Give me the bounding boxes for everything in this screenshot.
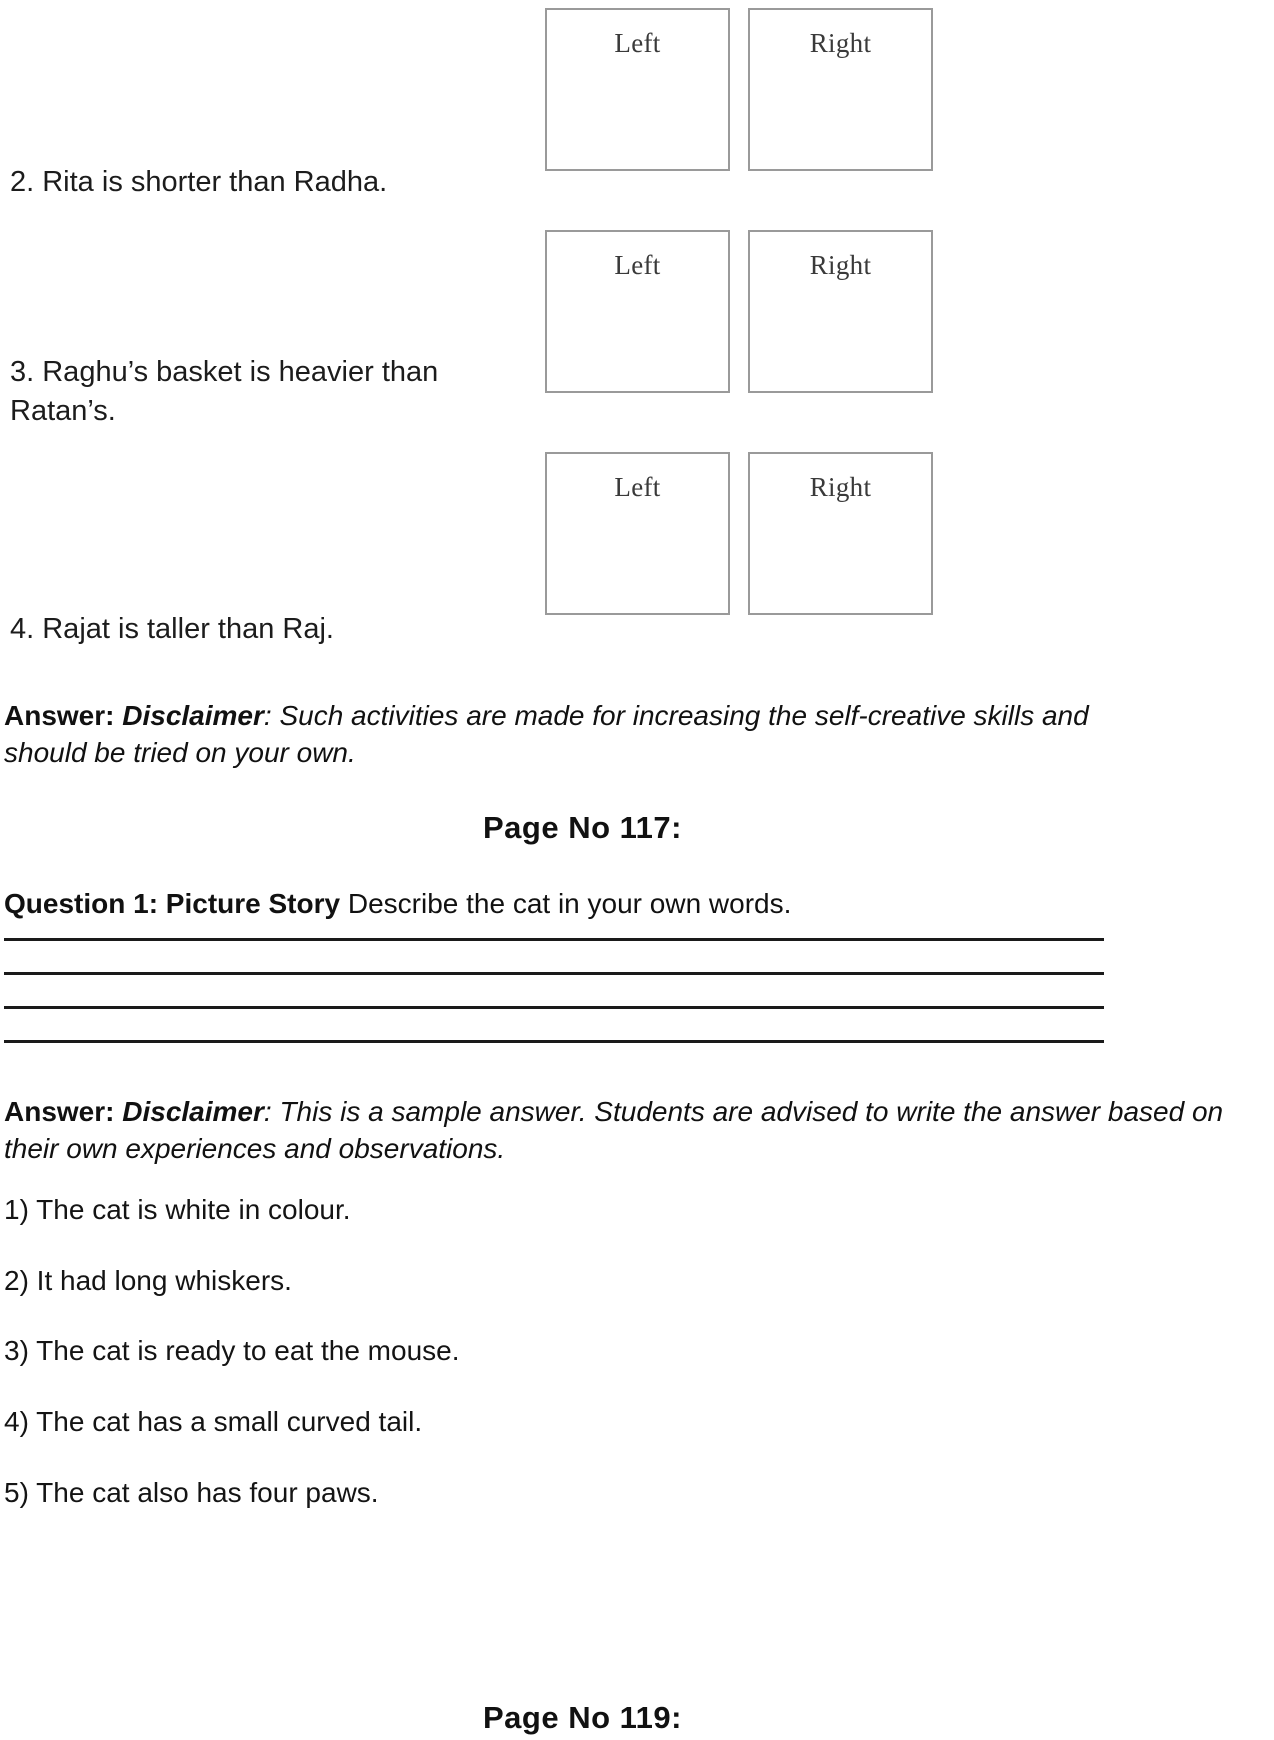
answer-activity-disclaimer bbox=[4, 697, 1164, 771]
answer-point-2: 2) It had long whiskers. bbox=[4, 1265, 292, 1296]
choice-box-row-1 bbox=[545, 8, 933, 171]
choice-box-row-2 bbox=[545, 230, 933, 393]
answer-point-1: 1) The cat is white in colour. bbox=[4, 1194, 351, 1225]
disclaimer-colon: : bbox=[263, 700, 272, 731]
statement-2: 2. Rita is shorter than Radha. bbox=[10, 166, 388, 198]
question-1-prefix: Question 1: Picture Story bbox=[4, 888, 341, 919]
disclaimer-label: Disclaimer bbox=[122, 700, 264, 731]
disclaimer-colon: : bbox=[263, 1096, 272, 1127]
answer-label: Answer: bbox=[4, 1096, 115, 1127]
choice-box-right-3[interactable] bbox=[748, 452, 933, 615]
choice-box-left-1[interactable] bbox=[545, 8, 730, 171]
answer-point-3: 3) The cat is ready to eat the mouse. bbox=[4, 1335, 460, 1366]
choice-box-left-3[interactable] bbox=[545, 452, 730, 615]
answer-picture-story-disclaimer bbox=[4, 1093, 1274, 1167]
choice-box-right-label: Right bbox=[809, 472, 872, 502]
choice-box-left-2[interactable] bbox=[545, 230, 730, 393]
statement-4: 4. Rajat is taller than Raj. bbox=[10, 613, 334, 645]
answer-ruled-lines bbox=[4, 938, 1104, 1074]
disclaimer-label: Disclaimer bbox=[122, 1096, 264, 1127]
rule-line bbox=[4, 938, 1104, 941]
answer-label: Answer: bbox=[4, 700, 115, 731]
rule-line bbox=[4, 972, 1104, 975]
rule-line bbox=[4, 1040, 1104, 1043]
choice-box-right-1[interactable] bbox=[748, 8, 933, 171]
question-1-text: Describe the cat in your own words. bbox=[340, 888, 792, 919]
choice-box-right-label: Right bbox=[809, 28, 872, 58]
question-1 bbox=[4, 888, 1184, 920]
choice-box-right-label: Right bbox=[809, 250, 872, 280]
disclaimer-text: This is a sample answer. Students are advised to write the answer based on their own experiences and observations. bbox=[4, 1096, 1224, 1164]
choice-box-right-2[interactable] bbox=[748, 230, 933, 393]
rule-line bbox=[4, 1006, 1104, 1009]
choice-box-left-label: Left bbox=[614, 28, 661, 58]
choice-box-left-label: Left bbox=[614, 472, 661, 502]
choice-box-row-3 bbox=[545, 452, 933, 615]
disclaimer-text: Such activities are made for increasing the self-creative skills and should be tried on your own. bbox=[4, 700, 1089, 768]
statement-3: 3. Raghu’s basket is heavier than Ratan’s. bbox=[10, 356, 439, 427]
page-heading-119: Page No 119: bbox=[483, 1700, 682, 1735]
page-heading-117: Page No 117: bbox=[483, 810, 682, 845]
answer-point-5: 5) The cat also has four paws. bbox=[4, 1477, 379, 1508]
answer-point-4: 4) The cat has a small curved tail. bbox=[4, 1406, 423, 1437]
choice-box-left-label: Left bbox=[614, 250, 661, 280]
